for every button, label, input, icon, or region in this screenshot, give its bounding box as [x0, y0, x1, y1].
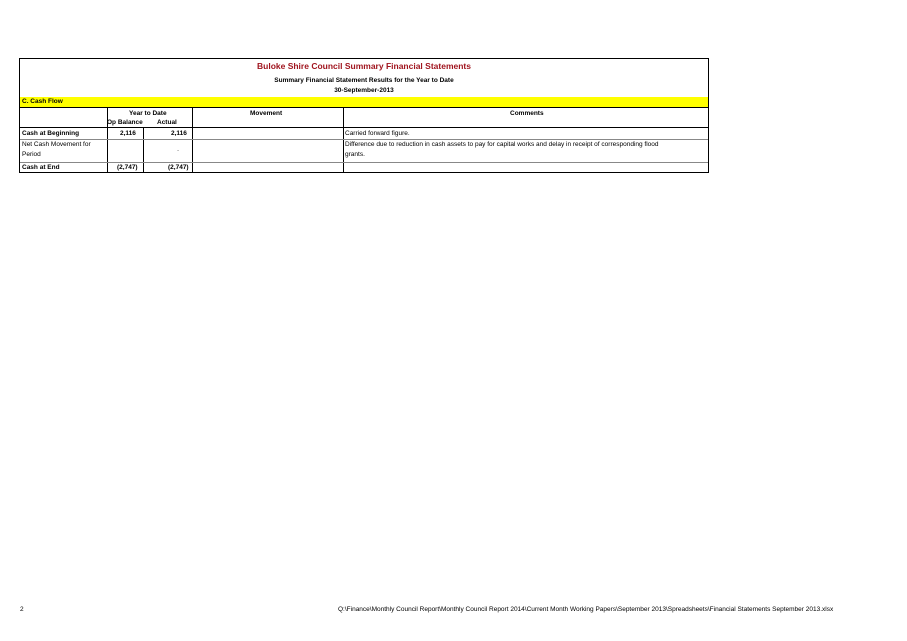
cash-flow-sheet — [19, 58, 709, 173]
section-header — [20, 97, 708, 108]
col-divider-actual — [192, 108, 193, 173]
report-title: Buloke Shire Council Summary Financial Statements — [257, 61, 471, 71]
row-comment: Carried forward figure. — [345, 130, 410, 137]
section-label: C. Cash Flow — [22, 98, 63, 105]
row-line-2 — [20, 162, 708, 163]
row-op-balance: 2,116 — [120, 130, 136, 137]
col-divider-label — [107, 108, 108, 173]
row-label-net-movement-line2: Period — [22, 151, 41, 158]
col-divider-op — [143, 128, 144, 173]
row-comment-line2: grants. — [345, 151, 365, 158]
header-year-to-date: Year to Date — [129, 110, 167, 117]
row-line-1 — [20, 139, 708, 140]
page-number: 2 — [20, 606, 24, 613]
row-actual: 2,116 — [171, 130, 187, 137]
file-path: Q:\Finance\Monthly Council Report\Monthly Council Report 2014\Current Month Working Papers\September 2013\Spreadsheets\Financial Statements September 2013.xlsx — [338, 606, 834, 613]
header-comments: Comments — [510, 110, 544, 117]
row-op-balance: (2,747) — [117, 164, 138, 171]
col-divider-movement — [343, 108, 344, 173]
row-label-cash-end: Cash at End — [22, 164, 60, 171]
row-comment-line1: Difference due to reduction in cash assets to pay for capital works and delay in receipt of corresponding flood — [345, 141, 659, 148]
header-movement: Movement — [250, 110, 283, 117]
header-bottom-line — [20, 127, 708, 128]
row-label-net-movement-line1: Net Cash Movement for — [22, 141, 91, 148]
row-label-cash-beginning: Cash at Beginning — [22, 130, 80, 137]
header-actual: Actual — [157, 119, 177, 126]
row-actual: (2,747) — [168, 164, 189, 171]
report-subtitle: Summary Financial Statement Results for the Year to Date — [274, 77, 454, 84]
row-actual: - — [177, 147, 180, 154]
header-op-balance: Op Balance — [107, 119, 143, 126]
report-date: 30-September-2013 — [334, 87, 394, 94]
